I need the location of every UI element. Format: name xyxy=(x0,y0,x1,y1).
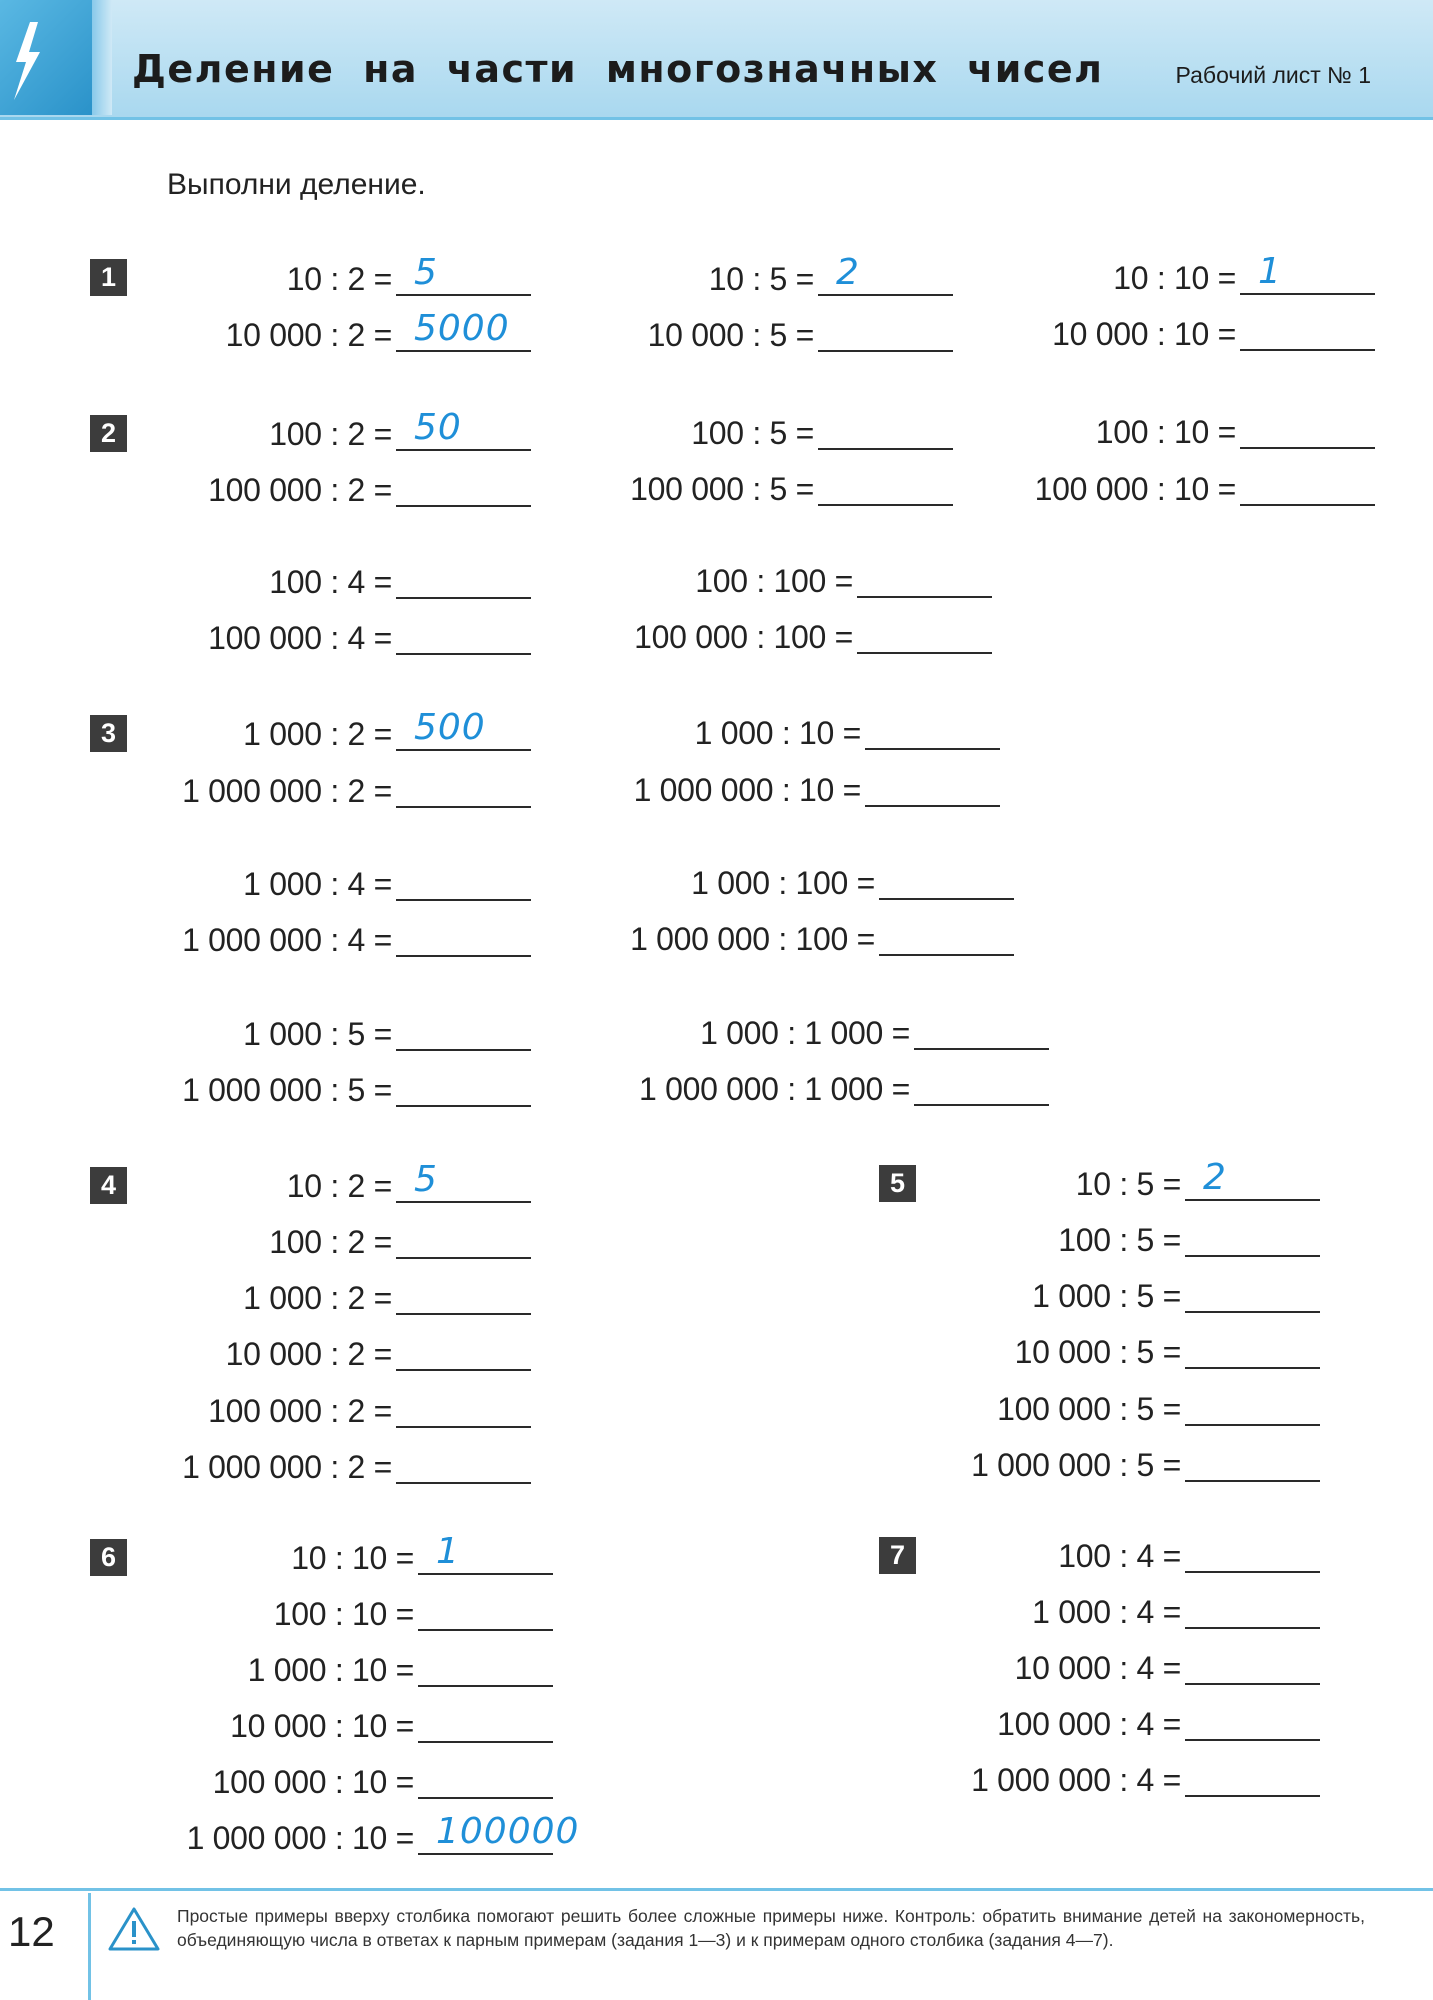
equation-expression: 1 000 000 : 100 = xyxy=(630,921,875,957)
equation-expression: 100 000 : 10 = xyxy=(212,1764,414,1800)
equation-expression: 100 : 4 = xyxy=(269,564,392,600)
equation-expression: 1 000 000 : 2 = xyxy=(182,773,392,809)
equation-expression: 10 000 : 4 = xyxy=(1014,1650,1181,1686)
answer-blank[interactable] xyxy=(1185,1215,1320,1257)
equation-expression: 10 : 10 = xyxy=(291,1540,414,1576)
answer-blank[interactable] xyxy=(1185,1271,1320,1313)
equation-t2-c-1 xyxy=(0,466,1375,512)
equation-expression: 100 : 5 = xyxy=(691,415,814,451)
handwritten-answer: 1 xyxy=(1258,251,1282,292)
equation-expression: 10 : 5 = xyxy=(1075,1166,1181,1202)
task-badge-5: 5 xyxy=(879,1165,916,1202)
footer-vertical-divider xyxy=(88,1893,91,2000)
equation-t3-d-0 xyxy=(0,860,1014,906)
equation-expression: 100 000 : 5 = xyxy=(997,1391,1181,1427)
handwritten-answer: 2 xyxy=(836,252,860,293)
teacher-note: Простые примеры вверху столбика помогают решить более сложные примеры ниже. Контроль: обратить внимание детей на закономерность, объединяющую числа в ответах к парным примерам (задания 1—3) и к примерам одного столбика (задания 4—7). xyxy=(177,1906,1365,1950)
answer-blank[interactable] xyxy=(879,914,1014,956)
equation-expression: 1 000 000 : 10 = xyxy=(186,1820,414,1856)
equation-expression: 100 000 : 2 = xyxy=(208,1393,392,1429)
task-badge-1: 1 xyxy=(90,259,127,296)
answer-blank[interactable] xyxy=(914,1064,1049,1106)
handwritten-answer: 5 xyxy=(414,252,438,293)
equation-t2-e-0 xyxy=(0,558,992,604)
equation-expression: 100 000 : 10 = xyxy=(1034,471,1236,507)
answer-blank[interactable] xyxy=(1240,309,1375,351)
equation-t2-c-0 xyxy=(0,409,1375,455)
equation-t6-5 xyxy=(0,1811,580,1861)
handwritten-answer: 5 xyxy=(414,1159,438,1200)
equation-t5-3 xyxy=(0,1329,1320,1375)
answer-blank[interactable] xyxy=(879,858,1014,900)
warning-icon xyxy=(108,1906,160,1952)
equation-t7-1 xyxy=(0,1589,1320,1635)
equation-expression: 100 : 5 = xyxy=(1058,1222,1181,1258)
equation-expression: 1 000 000 : 10 = xyxy=(633,772,861,808)
equation-t7-3 xyxy=(0,1701,1320,1747)
equation-expression: 1 000 000 : 2 = xyxy=(182,1449,392,1485)
equation-expression: 10 : 5 = xyxy=(708,261,814,297)
equation-expression: 1 000 : 100 = xyxy=(691,865,875,901)
equation-t3-f-1 xyxy=(0,1066,1049,1112)
answer-blank[interactable] xyxy=(1185,1531,1320,1573)
equation-expression: 10 000 : 5 = xyxy=(1014,1334,1181,1370)
equation-t3-d-1 xyxy=(0,916,1014,962)
equation-expression: 100 : 2 = xyxy=(269,1224,392,1260)
equation-t7-4 xyxy=(0,1757,1320,1803)
equation-expression: 1 000 : 4 = xyxy=(243,866,392,902)
equation-expression: 10 000 : 10 = xyxy=(1052,316,1236,352)
equation-expression: 10 : 2 = xyxy=(286,261,392,297)
handwritten-answer: 1 xyxy=(436,1531,460,1572)
equation-t2-e-1 xyxy=(0,614,992,660)
equation-expression: 10 000 : 2 = xyxy=(225,1336,392,1372)
header-corner xyxy=(0,0,92,115)
answer-blank[interactable] xyxy=(1185,1440,1320,1482)
answer-blank[interactable] xyxy=(1240,407,1375,449)
equation-expression: 10 000 : 10 = xyxy=(230,1708,414,1744)
equation-t5-1 xyxy=(0,1217,1320,1263)
equation-expression: 100 000 : 4 = xyxy=(208,620,392,656)
task-badge-4: 4 xyxy=(90,1167,127,1204)
lightning-icon xyxy=(10,22,44,100)
equation-t3-b-0 xyxy=(0,710,1000,756)
equation-expression: 1 000 : 5 = xyxy=(1032,1278,1181,1314)
worksheet-label: Рабочий лист № 1 xyxy=(1175,62,1371,88)
handwritten-answer: 2 xyxy=(1203,1157,1227,1198)
equation-expression: 100 000 : 2 = xyxy=(208,472,392,508)
equation-expression: 100 000 : 4 = xyxy=(997,1706,1181,1742)
equation-expression: 10 000 : 2 = xyxy=(225,317,392,353)
answer-blank[interactable] xyxy=(865,708,1000,750)
equation-expression: 100 : 2 = xyxy=(269,416,392,452)
equation-expression: 1 000 000 : 1 000 = xyxy=(639,1071,910,1107)
equation-t3-f-0 xyxy=(0,1010,1049,1056)
equation-t7-0 xyxy=(0,1533,1320,1579)
equation-expression: 10 000 : 5 = xyxy=(647,317,814,353)
equation-expression: 1 000 : 2 = xyxy=(243,1280,392,1316)
instruction: Выполни деление. xyxy=(167,168,426,201)
equation-expression: 10 : 2 = xyxy=(286,1168,392,1204)
answer-blank[interactable] xyxy=(418,1811,580,1855)
page-title: Деление на части многозначных чисел xyxy=(132,47,1104,91)
answer-blank[interactable] xyxy=(1185,1755,1320,1797)
equation-t1-c-0 xyxy=(0,251,1375,301)
equation-expression: 100 : 10 = xyxy=(1095,414,1236,450)
equation-expression: 100 000 : 5 = xyxy=(630,471,814,507)
answer-blank[interactable] xyxy=(865,765,1000,807)
equation-expression: 100 000 : 100 = xyxy=(634,619,853,655)
page-number: 12 xyxy=(8,1908,55,1955)
equation-t5-0 xyxy=(0,1157,1320,1207)
answer-blank[interactable] xyxy=(1185,1643,1320,1685)
equation-expression: 1 000 : 10 = xyxy=(694,715,861,751)
answer-blank[interactable] xyxy=(857,556,992,598)
equation-expression: 1 000 000 : 5 = xyxy=(182,1072,392,1108)
equation-expression: 1 000 000 : 4 = xyxy=(182,922,392,958)
page-header xyxy=(0,0,1433,120)
equation-expression: 100 : 10 = xyxy=(273,1596,414,1632)
task-badge-3: 3 xyxy=(90,715,127,752)
task-badge-7: 7 xyxy=(879,1537,916,1574)
equation-expression: 1 000 : 2 = xyxy=(243,716,392,752)
equation-t5-4 xyxy=(0,1386,1320,1432)
answer-blank[interactable] xyxy=(1240,253,1375,295)
task-badge-6: 6 xyxy=(90,1539,127,1576)
answer-blank[interactable] xyxy=(914,1008,1049,1050)
equation-expression: 10 : 10 = xyxy=(1113,260,1236,296)
equation-t3-b-1 xyxy=(0,767,1000,813)
handwritten-answer: 50 xyxy=(414,407,462,448)
equation-t5-2 xyxy=(0,1273,1320,1319)
answer-blank[interactable] xyxy=(1185,1699,1320,1741)
equation-t5-5 xyxy=(0,1442,1320,1488)
equation-expression: 1 000 : 10 = xyxy=(247,1652,414,1688)
equation-expression: 100 : 4 = xyxy=(1058,1538,1181,1574)
answer-blank[interactable] xyxy=(1185,1327,1320,1369)
task-badge-2: 2 xyxy=(90,415,127,452)
answer-blank[interactable] xyxy=(857,612,992,654)
handwritten-answer: 100000 xyxy=(436,1811,580,1852)
equation-expression: 1 000 : 1 000 = xyxy=(700,1015,910,1051)
equation-t7-2 xyxy=(0,1645,1320,1691)
answer-blank[interactable] xyxy=(1185,1587,1320,1629)
header-fold xyxy=(92,0,112,115)
equation-expression: 100 : 100 = xyxy=(695,563,853,599)
answer-blank[interactable] xyxy=(1185,1159,1320,1201)
equation-t1-c-1 xyxy=(0,311,1375,357)
equation-expression: 1 000 000 : 4 = xyxy=(971,1762,1181,1798)
equation-expression: 1 000 000 : 5 = xyxy=(971,1447,1181,1483)
equation-expression: 1 000 : 4 = xyxy=(1032,1594,1181,1630)
handwritten-answer: 5000 xyxy=(414,308,510,349)
answer-blank[interactable] xyxy=(1185,1384,1320,1426)
answer-blank[interactable] xyxy=(1240,464,1375,506)
footer-divider xyxy=(0,1888,1433,1891)
equation-expression: 1 000 : 5 = xyxy=(243,1016,392,1052)
handwritten-answer: 500 xyxy=(414,707,486,748)
